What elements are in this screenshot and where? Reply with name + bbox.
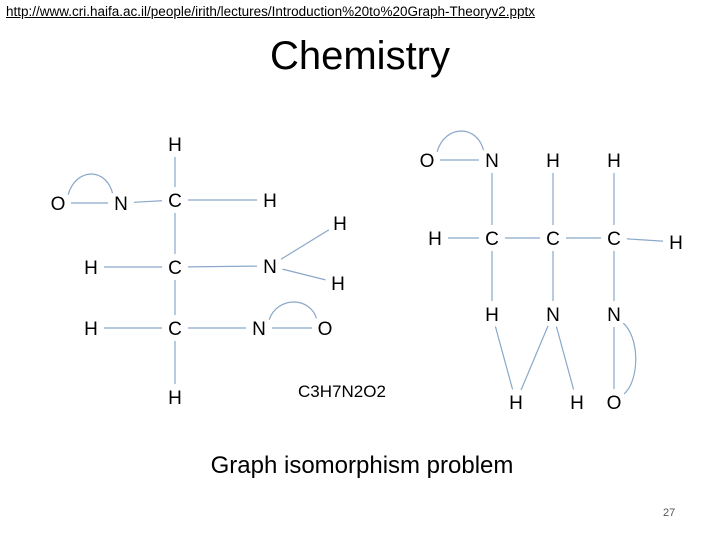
formula-n-count: 2 bbox=[353, 382, 364, 401]
right-atom-c-r_c2: C bbox=[546, 229, 560, 250]
formula-o: O bbox=[363, 382, 377, 401]
right-atom-h-r_h4: H bbox=[669, 233, 683, 254]
left-atom-c-l_c1: C bbox=[168, 191, 182, 212]
right-atom-h-r_h5: H bbox=[485, 305, 499, 326]
left-edge-l_c2-l_n2 bbox=[175, 266, 270, 267]
page-number: 27 bbox=[663, 507, 676, 519]
left-atom-h-l_h4: H bbox=[331, 274, 345, 295]
source-url-link[interactable]: http://www.cri.haifa.ac.il/people/irith/lectures/Introduction%20to%20Graph-Theoryv2.pptx bbox=[6, 4, 536, 19]
formula-n: N bbox=[341, 382, 354, 401]
right-atom-h-r_h6: H bbox=[509, 393, 523, 414]
right-atom-o-r_o: O bbox=[419, 151, 435, 172]
right-edge-r_n2-r_h7 bbox=[553, 314, 577, 402]
left-atom-c-l_c3: C bbox=[168, 319, 182, 340]
right-double-bond-r_n3-r_o2 bbox=[622, 322, 636, 394]
formula-c: C bbox=[298, 382, 311, 401]
right-double-bond-r_o-r_n1 bbox=[437, 131, 484, 152]
right-atom-h-r_h7: H bbox=[570, 393, 584, 414]
left-atom-h-l_h2: H bbox=[84, 258, 98, 279]
left-atom-h-l_h_top: H bbox=[168, 135, 182, 156]
right-atom-n-r_n3: N bbox=[607, 305, 621, 326]
left-atom-o-l_o: O bbox=[50, 194, 66, 215]
left-double-bond-l_o-l_n1 bbox=[68, 174, 113, 195]
left-atom-c-l_c2: C bbox=[168, 258, 182, 279]
graph-nodes bbox=[45, 131, 689, 415]
right-atom-n-r_n1: N bbox=[485, 151, 499, 172]
right-atom-o-r_o2: O bbox=[606, 393, 622, 414]
formula-c-count: 3 bbox=[310, 382, 320, 401]
right-atom-h-r_h1: H bbox=[546, 151, 560, 172]
graph-edges bbox=[58, 131, 676, 402]
left-double-bond-l_n3-l_o2 bbox=[269, 302, 317, 320]
formula-o-count: 2 bbox=[376, 382, 386, 401]
left-atom-h-l_h_mid: H bbox=[263, 191, 277, 212]
slide-title: Chemistry bbox=[269, 34, 451, 78]
left-atom-n-l_n2: N bbox=[263, 257, 277, 278]
right-atom-h-r_h3: H bbox=[428, 229, 442, 250]
left-atom-o-l_o2: O bbox=[317, 319, 333, 340]
right-edge-r_n2-r_h6 bbox=[516, 314, 553, 402]
molecular-formula bbox=[298, 382, 386, 402]
left-atom-n-l_n1: N bbox=[114, 194, 128, 215]
left-atom-h-l_h3: H bbox=[333, 214, 347, 235]
left-atom-h-l_h5: H bbox=[84, 319, 98, 340]
formula-h-count: 7 bbox=[332, 382, 342, 401]
left-atom-h-l_h6: H bbox=[168, 388, 182, 409]
right-edge-r_h5-r_h6 bbox=[492, 314, 516, 402]
right-atom-h-r_h2: H bbox=[607, 151, 621, 172]
left-atom-n-l_n3: N bbox=[252, 319, 266, 340]
caption: Graph isomorphism problem bbox=[210, 452, 514, 479]
right-atom-n-r_n2: N bbox=[546, 305, 560, 326]
formula-h: H bbox=[319, 382, 333, 401]
right-atom-c-r_c3: C bbox=[607, 229, 621, 250]
right-atom-c-r_c1: C bbox=[485, 229, 499, 250]
